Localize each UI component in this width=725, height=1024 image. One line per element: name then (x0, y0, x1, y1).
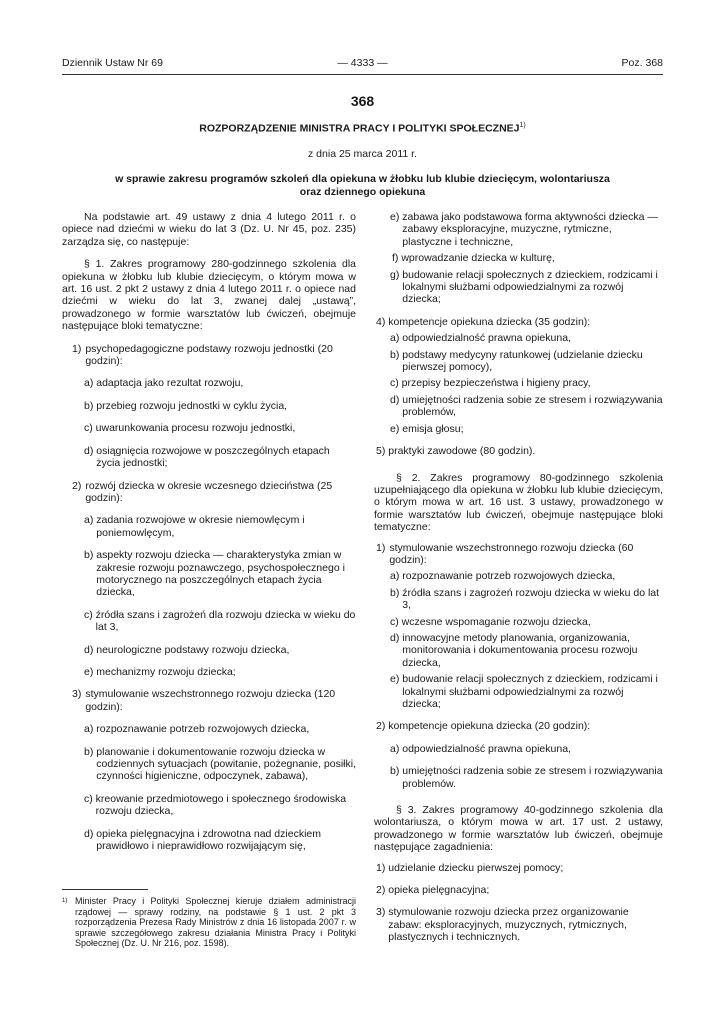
item-text: zadania rozwojowe w okresie niemowlęcym i poniemowlęcym, (96, 514, 305, 539)
item-letter: c) (84, 792, 96, 805)
item-letter: a) (84, 514, 97, 527)
item-number: 1) (376, 541, 386, 554)
list-item: 1) udzielanie dziecku pierwszej pomocy; (376, 861, 564, 874)
item-letter: b) (84, 549, 97, 562)
item-text: stymulowanie wszechstronnego rozwoju dziecka (120 godzin): (85, 688, 336, 713)
list-item (62, 746, 356, 783)
item-text: rozwój dziecka w okresie wczesnego dzieciństwa (25 godzin): (85, 479, 333, 504)
list-item: a) rozpoznawanie potrzeb rozwojowych dziecka, (84, 723, 310, 736)
left-column (62, 211, 356, 856)
list-item (374, 587, 663, 612)
list-item: c) uwarunkowania procesu rozwoju jednostki, (84, 422, 296, 435)
item-text: umiejętności radzenia sobie ze stresem i rozwiązywania problemów, (402, 393, 663, 419)
footnote (62, 896, 356, 949)
item-letter: b) (84, 745, 97, 758)
item-text: budowanie relacji społecznych z dzieckiem, rodzicami i lokalnymi służbami odpowiedzialnymi za rozwój dziecka; (402, 268, 658, 306)
section-1-paragraph: § 1. Zakres programowy 280-godzinnego szkolenia dla opiekuna w żłobku lub klubie dziecięcym, o którym mowa w art. 16 ust. 2 pkt 2 ustawy z dnia 4 lutego 2011 r. o opiece nad dziećmi w wieku do lat 3, zwanej dalej „ustawą”, prowadzonego w formie warsztatów lub ćwiczeń, obejmuje następujące bloki tematyczne: (62, 258, 356, 333)
header-rule (62, 74, 663, 75)
footnote-rule (62, 889, 148, 890)
item-number: 1) (72, 342, 82, 355)
act-title-text: ROZPORZĄDZENIE MINISTRA PRACY I POLITYKI SPOŁECZNEJ (199, 122, 520, 135)
item-text: źródła szans i zagrożeń rozwoju dziecka w wieku do lat 3, (402, 586, 660, 612)
item-letter: b) (390, 586, 403, 599)
list-item: a) adaptacja jako rezultat rozwoju, (84, 377, 244, 390)
item-text: budowanie relacji społecznych z dzieckiem, rodzicami i lokalnymi służbami odpowiedzialnymi za rozwój dziecka; (402, 673, 658, 710)
item-text: kreowanie przedmiotowego i społecznego środowiska rozwoju dziecka, (95, 792, 347, 818)
item-text: planowanie i dokumentowanie rozwoju dziecka w codziennych sytuacjach (powitanie, pożegnanie, posiłki, czynności higieniczne, odpoczynek, zabawa), (96, 745, 357, 783)
act-date: z dnia 25 marca 2011 r. (308, 148, 417, 160)
act-number: 368 (350, 93, 375, 109)
list-item (374, 542, 663, 567)
list-item: a) odpowiedzialność prawna opiekuna, (390, 742, 571, 755)
position-number: Poz. 368 (621, 57, 663, 69)
item-text: źródła szans i zagrożeń dla rozwoju dziecka w wieku do lat 3, (95, 608, 356, 634)
item-letter: d) (84, 444, 97, 457)
list-item: e) mechanizmy rozwoju dziecka; (84, 665, 236, 678)
item-letter: b) (390, 348, 403, 361)
list-item: d) neurologiczne podstawy rozwoju dziecka, (84, 643, 290, 656)
list-item (374, 673, 663, 710)
footnote-mark (62, 896, 75, 949)
list-item: f) wprowadzanie dziecka w kulturę, (392, 252, 555, 265)
list-item: a) odpowiedzialność prawna opiekuna, (390, 332, 571, 345)
list-item (374, 394, 663, 419)
page-number: — 4333 — (337, 57, 388, 69)
list-item (374, 765, 663, 790)
list-item (62, 514, 356, 539)
right-column (374, 211, 663, 948)
list-item: 2) opieka pielęgnacyjna; (376, 884, 490, 897)
item-letter: c) (84, 608, 96, 621)
list-item: 5) praktyki zawodowe (80 godzin). (376, 445, 536, 458)
list-item (62, 688, 356, 713)
item-text: aspekty rozwoju dziecka — charakterystyka zmian w zakresie rozwoju poznawczego, psychospołecznego i motorycznego na poszczególnych etapach życia dziecka, (96, 549, 345, 599)
item-text: stymulowanie wszechstronnego rozwoju dziecka (60 godzin): (389, 541, 634, 566)
item-text: innowacyjne metody planowania, organizowania, monitorowania i dokumentowania procesu rozwoju dziecka, (402, 631, 638, 669)
item-letter: d) (390, 631, 403, 644)
footnote-text: Minister Pracy i Polityki Społecznej kieruje działem administracji rządowej — sprawy rodziny, na podstawie § 1 ust. 2 pkt 3 rozporządzenia Prezesa Rady Ministrów z dnia 16 listopada 2007 r. w sprawie szczegółowego zakresu działania Ministra Pracy i Polityki Społecznej (Dz. U. Nr 216, poz. 1598). (75, 896, 356, 949)
item-text: psychopedagogiczne podstawy rozwoju jednostki (20 godzin): (85, 342, 333, 368)
item-text: osiągnięcia rozwojowe w poszczególnych etapach życia jednostki; (96, 444, 330, 470)
list-item: 4) kompetencje opiekuna dziecka (35 godzin): (376, 315, 591, 328)
list-item (62, 480, 356, 505)
list-item (374, 632, 663, 669)
list-item (374, 349, 663, 374)
subject-line-1: w sprawie zakresu programów szkoleń dla opiekuna w żłobku lub klubie dziecięcym, wolontariusza (115, 173, 610, 185)
item-letter: d) (84, 827, 97, 840)
item-letter: e) (390, 673, 403, 686)
item-text: opieka pielęgnacyjna i zdrowotna nad dzieckiem prawidłowo i nieprawidłowo rozwijającym się, (96, 827, 321, 853)
item-text: stymulowanie rozwoju dziecka przez organizowanie zabaw: eksploracyjnych, muzycznych, rytmicznych, plastycznych i technicznych. (388, 906, 629, 944)
intro-paragraph: Na podstawie art. 49 ustawy z dnia 4 lutego 2011 r. o opiece nad dziećmi w wieku do lat 3 (Dz. U. Nr 45, poz. 235) zarządza się, co następuje: (62, 211, 356, 248)
item-letter: b) (390, 765, 403, 778)
item-letter: e) (390, 211, 403, 223)
list-item: b) przebieg rozwoju jednostki w cyklu życia, (84, 399, 288, 412)
section-2-paragraph: § 2. Zakres programowy 80-godzinnego szkolenia uzupełniającego dla opiekuna w żłobku lub klubie dziecięcym, o którym mowa w art. 16 ust. 3 ustawy, prowadzonego w formie warsztatów lub ćwiczeń, obejmuje następujące bloki tematyczne: (374, 471, 663, 534)
item-number: 3) (72, 688, 82, 701)
item-text: umiejętności radzenia sobie ze stresem i rozwiązywania problemów. (402, 765, 663, 790)
item-text: zabawa jako podstawowa forma aktywności dziecka — zabawy eksploracyjne, muzyczne, rytmiczne, plastyczne i techniczne, (402, 211, 658, 248)
act-title (0, 122, 725, 135)
list-item (62, 828, 356, 853)
list-item: a) rozpoznawanie potrzeb rozwojowych dziecka, (390, 570, 616, 583)
list-item: 2) kompetencje opiekuna dziecka (20 godzin): (376, 720, 591, 733)
list-item (374, 269, 663, 306)
act-subject (80, 173, 645, 198)
list-item (62, 793, 356, 818)
subject-line-2: oraz dziennego opiekuna (299, 185, 426, 198)
list-item: c) przepisy bezpieczeństwa i higieny pracy, (390, 377, 591, 390)
list-item (374, 211, 663, 248)
section-3-paragraph: § 3. Zakres programowy 40-godzinnego szkolenia dla wolontariusza, o którym mowa w art. 17 ust. 2 ustawy, prowadzonego w formie warsztatów lub ćwiczeń, obejmuje następujące zagadnienia: (374, 804, 663, 854)
list-item (62, 343, 356, 368)
title-footnote-mark: 1) (519, 122, 526, 129)
list-item (62, 609, 356, 634)
list-item (374, 906, 663, 943)
list-item (62, 549, 356, 599)
list-item (62, 445, 356, 470)
item-letter: g) (390, 268, 403, 281)
list-item: e) emisja głosu; (390, 422, 464, 435)
item-text: podstawy medycyny ratunkowej (udzielanie dziecku pierwszej pomocy), (402, 348, 643, 374)
item-number: 3) (376, 906, 389, 919)
footnote-mark-text: 1) (62, 898, 68, 904)
list-item: c) wczesne wspomaganie rozwoju dziecka, (390, 615, 591, 628)
item-letter: d) (390, 393, 403, 406)
item-number: 2) (72, 479, 82, 492)
journal-name: Dziennik Ustaw Nr 69 (62, 57, 163, 69)
